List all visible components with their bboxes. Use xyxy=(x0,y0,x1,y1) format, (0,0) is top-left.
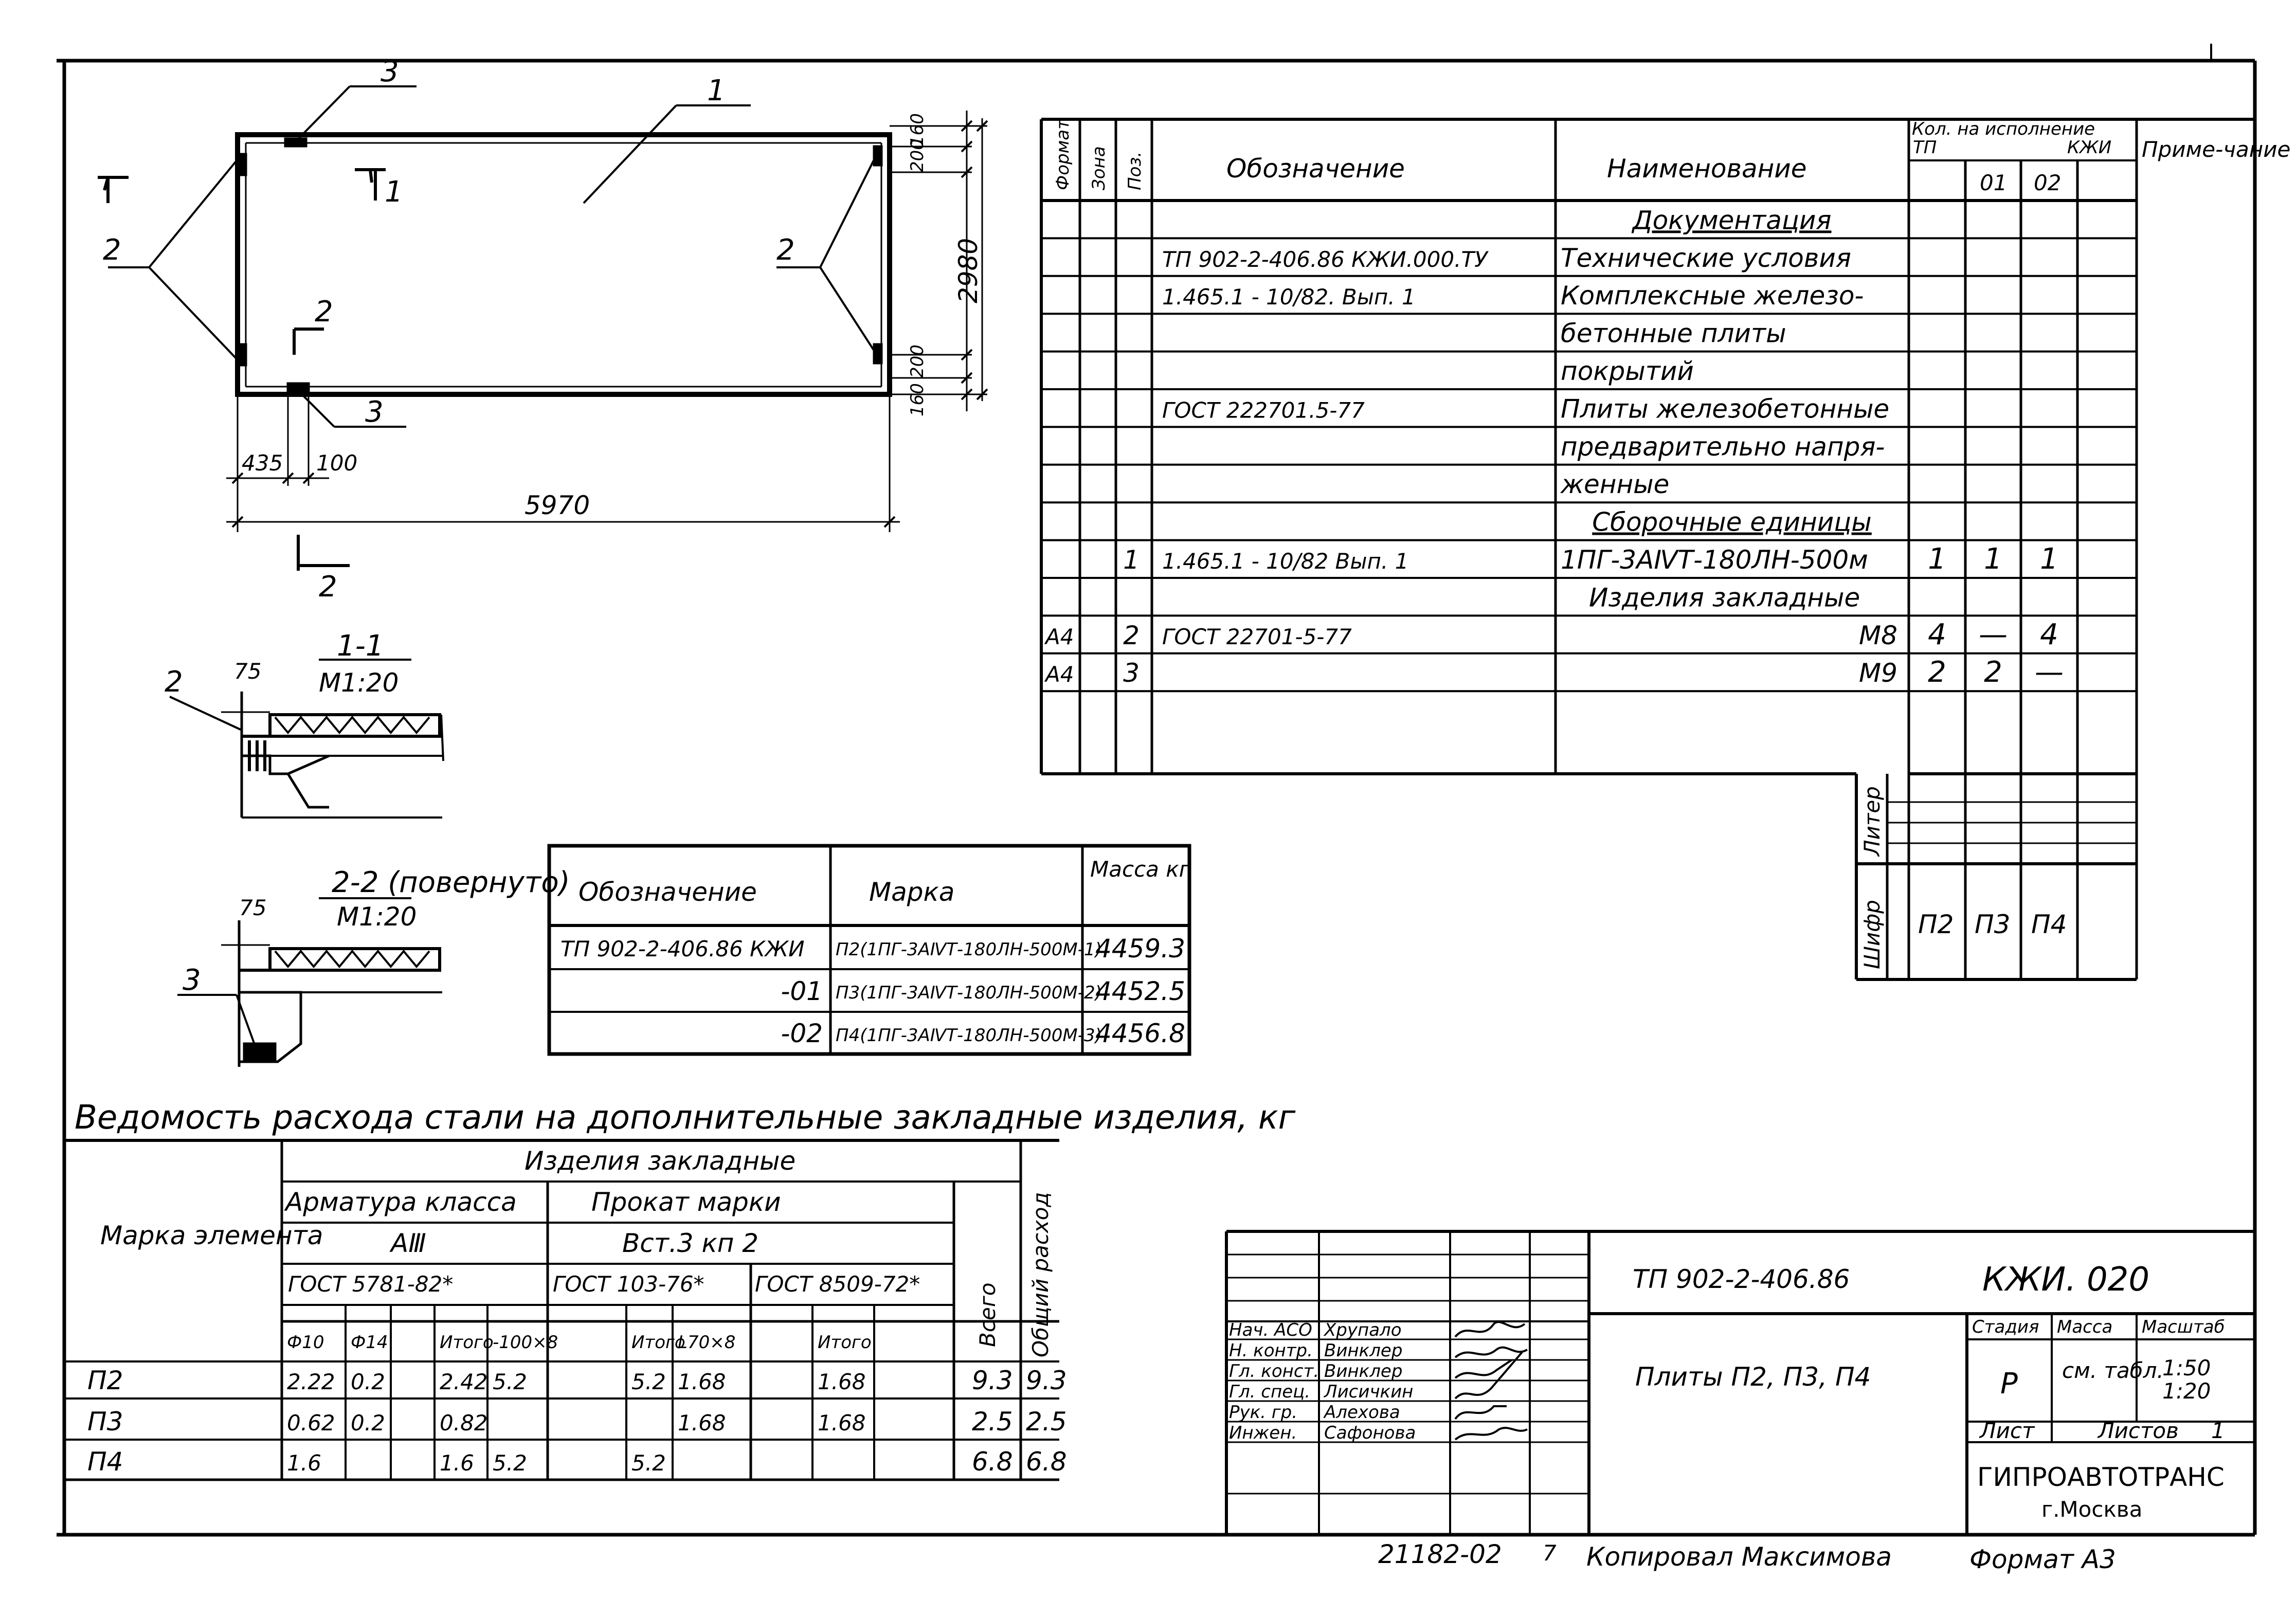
spec-header-note: Приме-чание xyxy=(2142,137,2291,162)
steel-header-mark: Марка элемента xyxy=(100,1221,323,1250)
dim-200-b: 200 xyxy=(907,344,928,378)
tb-person-4: Лисичкин xyxy=(1324,1382,1414,1402)
spec-row-name: Документация xyxy=(1632,205,1832,235)
steel-rows xyxy=(87,1332,1067,1477)
frame xyxy=(57,44,2255,1535)
mass-row-1-mass: 4459.3 xyxy=(1095,934,1185,964)
footer-copied: Копировал Максимова xyxy=(1586,1542,1892,1572)
spec-row-pos: 3 xyxy=(1123,658,1140,688)
steel-row-cell: 5.2 xyxy=(493,1369,527,1394)
dim-160: 160 xyxy=(907,113,928,147)
footer xyxy=(1378,1539,2116,1574)
dim-5970: 5970 xyxy=(525,490,590,520)
tb-org: ГИПРОАВТОТРАНС xyxy=(1977,1462,2225,1492)
footer-format: Формат А3 xyxy=(1969,1545,2116,1574)
spec-header-pos: Поз. xyxy=(1125,151,1145,190)
tb-sheet-label: Лист xyxy=(1980,1418,2035,1443)
tb-stage: Р xyxy=(2000,1367,2018,1401)
tb-person-6: Сафонова xyxy=(1324,1423,1416,1443)
section-1-1-labels xyxy=(165,629,399,699)
spec-row-name: предварительно напря- xyxy=(1561,431,1885,462)
tb-person-1: Хрупало xyxy=(1324,1320,1402,1340)
spec-row-designation: ТП 902-2-406.86 КЖИ.000.ТУ xyxy=(1162,246,1488,272)
spec-header-qty-tp: ТП xyxy=(1913,137,1937,158)
dim-160-b: 160 xyxy=(907,383,928,416)
steel-header-rebar: Арматура класса xyxy=(285,1187,517,1217)
steel-row-cell: 0.2 xyxy=(351,1369,385,1394)
tb-sheets: 1 xyxy=(2211,1418,2225,1443)
spec-shifr: Шифр xyxy=(1859,900,1885,969)
mass-row-2-mark: П3(1ПГ-3АⅣТ-180ЛН-500М-2) xyxy=(836,983,1102,1003)
callout-2-right: 2 xyxy=(776,233,795,267)
spec-row-name: бетонные плиты xyxy=(1561,318,1786,349)
steel-subheader: Итого xyxy=(631,1332,685,1353)
steel-row-overall: 9.3 xyxy=(1026,1366,1067,1395)
steel-row-mark: П4 xyxy=(87,1447,123,1477)
tb-scale-1: 1:50 xyxy=(2162,1355,2211,1380)
steel-header-text xyxy=(100,1146,1053,1357)
steel-subheader: L70×8 xyxy=(678,1332,736,1353)
steel-table-grid xyxy=(64,1140,1059,1480)
dim-200: 200 xyxy=(907,139,928,172)
spec-shifr-p3: П3 xyxy=(1975,910,2011,939)
spec-row-qty-01: 2 xyxy=(1984,656,2002,689)
steel-row-cell: 1.68 xyxy=(818,1410,866,1436)
mass-header-mass: Масса кг xyxy=(1090,857,1190,882)
mass-row-2-des: -01 xyxy=(781,976,823,1006)
mass-row-3-des: -02 xyxy=(781,1019,823,1048)
mass-row-1-mark: П2(1ПГ-3АⅣТ-180ЛН-500М-1) xyxy=(836,939,1102,960)
steel-row-cell: 5.2 xyxy=(493,1450,527,1476)
spec-row-designation: ГОСТ 222701.5-77 xyxy=(1162,397,1365,423)
spec-row-designation: 1.465.1 - 10/82 Вып. 1 xyxy=(1162,549,1409,574)
tb-role-6: Инжен. xyxy=(1229,1423,1297,1443)
steel-header-gost1: ГОСТ 103-76* xyxy=(553,1271,704,1297)
spec-header-zone: Зона xyxy=(1089,146,1109,190)
callout-3-top: 3 xyxy=(381,55,399,88)
section-2-2-callout: 3 xyxy=(183,964,201,997)
spec-shifr-p2: П2 xyxy=(1918,910,1954,939)
steel-row-mark: П3 xyxy=(87,1407,123,1437)
mass-row-3-mark: П4(1ПГ-3АⅣТ-180ЛН-500М-3) xyxy=(836,1025,1102,1046)
spec-row-qty-tp: 1 xyxy=(1928,542,1946,576)
steel-header-rebar-class: АⅢ xyxy=(391,1228,426,1258)
steel-header-items: Изделия закладные xyxy=(525,1146,796,1176)
steel-subheader: Ф10 xyxy=(287,1332,324,1353)
spec-row-name: Изделия закладные xyxy=(1589,583,1860,613)
spec-row-pos: 1 xyxy=(1123,545,1140,575)
spec-row-name: 1ПГ-3АⅣТ-180ЛН-500м xyxy=(1561,545,1868,575)
steel-row-cell: 1.6 xyxy=(287,1450,321,1476)
spec-row-designation: 1.465.1 - 10/82. Вып. 1 xyxy=(1162,284,1416,310)
section-2-2-labels xyxy=(183,866,570,997)
mass-table-text xyxy=(561,857,1191,1048)
tb-person-2: Винклер xyxy=(1324,1340,1403,1361)
section-1-1-scale: М1:20 xyxy=(319,668,399,698)
tb-role-1: Нач. АСО xyxy=(1229,1320,1312,1340)
spec-row-name: Комплексные железо- xyxy=(1561,281,1864,311)
steel-row-cell: 5.2 xyxy=(631,1369,666,1394)
spec-row-name: покрытий xyxy=(1561,356,1694,386)
steel-header-rolled: Прокат марки xyxy=(591,1187,781,1217)
steel-subheader: Итого xyxy=(818,1332,872,1353)
steel-subheader: Итого xyxy=(440,1332,494,1353)
section-mark-2-top: 2 xyxy=(315,295,333,329)
steel-row-total: 9.3 xyxy=(972,1366,1013,1395)
spec-header-qty: Кол. на исполнение xyxy=(1912,119,2095,139)
spec-row-qty-02: — xyxy=(2035,656,2064,689)
callout-2-left: 2 xyxy=(103,233,121,267)
section-mark-2-bottom: 2 xyxy=(319,570,337,604)
steel-table-title: Ведомость расхода стали на дополнительные закладные изделия, кг xyxy=(75,1099,1296,1137)
tb-doc: КЖИ. 020 xyxy=(1982,1261,2150,1299)
spec-row-name: М8 xyxy=(1859,620,1897,650)
tb-stage-label: Стадия xyxy=(1972,1317,2039,1337)
spec-header-name: Наименование xyxy=(1607,154,1807,184)
spec-row-pos: 2 xyxy=(1123,620,1140,650)
section-1-1-title: 1-1 xyxy=(337,629,384,663)
spec-header-format: Формат xyxy=(1053,119,1073,190)
mass-header-mark: Марка xyxy=(869,877,955,907)
steel-row-cell: 0.62 xyxy=(287,1410,335,1436)
steel-row-total: 2.5 xyxy=(972,1407,1013,1437)
mass-header-des: Обозначение xyxy=(578,877,757,907)
tb-city: г.Москва xyxy=(2041,1497,2143,1522)
section-2-2-title: 2-2 (повернуто) xyxy=(332,866,570,899)
dim-2980: 2980 xyxy=(953,238,983,303)
steel-subheader: -100×8 xyxy=(493,1332,558,1353)
spec-header-designation: Обозначение xyxy=(1226,154,1405,184)
spec-liter: Литер xyxy=(1859,786,1885,856)
spec-row-name: Плиты железобетонные xyxy=(1561,394,1890,424)
tb-role-5: Рук. гр. xyxy=(1229,1402,1298,1423)
spec-shifr-p4: П4 xyxy=(2031,910,2067,939)
tb-name: Плиты П2, П3, П4 xyxy=(1635,1362,1871,1392)
section-2-2-scale: М1:20 xyxy=(337,902,417,932)
spec-row-qty-02: 1 xyxy=(2040,542,2058,576)
steel-row-cell: 0.2 xyxy=(351,1410,385,1436)
spec-header-qty-kzhi: КЖИ xyxy=(2067,137,2112,158)
section-1-1 xyxy=(170,660,443,817)
footer-number: 21182-02 xyxy=(1378,1539,1502,1569)
spec-row-name: женные xyxy=(1561,469,1670,500)
tb-mass-label: Масса xyxy=(2057,1317,2113,1337)
steel-row-cell: 1.68 xyxy=(678,1410,726,1436)
steel-row-overall: 6.8 xyxy=(1026,1447,1067,1477)
steel-header-gost2: ГОСТ 8509-72* xyxy=(755,1271,920,1297)
steel-header-total: Всего xyxy=(975,1282,1000,1347)
tb-person-5: Алехова xyxy=(1324,1402,1400,1423)
section-mark-1: 1 xyxy=(385,175,403,209)
callout-3-bottom: 3 xyxy=(365,395,384,429)
spec-row-qty-01: 1 xyxy=(1984,542,2002,576)
tb-role-4: Гл. спец. xyxy=(1229,1382,1311,1402)
spec-row-name: Технические условия xyxy=(1561,243,1851,273)
title-block-text xyxy=(1229,1261,2225,1522)
spec-header-02: 02 xyxy=(2034,170,2062,195)
dim-435: 435 xyxy=(242,450,283,476)
tb-code: ТП 902-2-406.86 xyxy=(1633,1264,1850,1294)
steel-header-rolled-grade: Вст.3 кп 2 xyxy=(622,1228,759,1258)
footer-page: 7 xyxy=(1543,1540,1557,1566)
steel-row-cell: 5.2 xyxy=(631,1450,666,1476)
tb-person-3: Винклер xyxy=(1324,1361,1403,1382)
steel-row-cell: 2.22 xyxy=(287,1369,335,1394)
steel-row-cell: 1.6 xyxy=(440,1450,474,1476)
spec-row-format: А4 xyxy=(1045,662,1074,687)
dim-100: 100 xyxy=(316,450,358,476)
section-1-1-dim-75: 75 xyxy=(234,659,262,684)
steel-header-rebar-gost: ГОСТ 5781-82* xyxy=(288,1271,454,1297)
tb-role-3: Гл. конст. xyxy=(1229,1361,1319,1382)
spec-rows xyxy=(1041,205,2137,691)
spec-row-qty-tp: 4 xyxy=(1928,617,1946,651)
tb-sheets-label: Листов xyxy=(2098,1418,2179,1443)
spec-row-name: М9 xyxy=(1859,658,1897,688)
callout-1: 1 xyxy=(707,74,726,107)
steel-subheader: Ф14 xyxy=(351,1332,388,1353)
spec-row-qty-02: 4 xyxy=(2040,617,2058,651)
steel-row-total: 6.8 xyxy=(972,1447,1013,1477)
mass-row-3-mass: 4456.8 xyxy=(1095,1019,1185,1048)
spec-row-format: А4 xyxy=(1045,624,1074,649)
steel-row-cell: 2.42 xyxy=(440,1369,488,1394)
spec-row-designation: ГОСТ 22701-5-77 xyxy=(1162,624,1352,649)
spec-row-qty-tp: 2 xyxy=(1928,656,1946,689)
section-2-2-dim-75: 75 xyxy=(239,895,267,920)
steel-row-cell: 0.82 xyxy=(440,1410,488,1436)
tb-scale-label: Масштаб xyxy=(2142,1317,2225,1337)
spec-row-qty-01: — xyxy=(1979,617,2008,651)
section-1-1-callout: 2 xyxy=(165,665,183,699)
tb-role-2: Н. контр. xyxy=(1229,1340,1313,1361)
spec-header-01: 01 xyxy=(1980,170,2008,195)
tb-mass: см. табл. xyxy=(2062,1358,2164,1383)
steel-header-overall: Общий расход xyxy=(1028,1192,1053,1357)
tb-scale-2: 1:20 xyxy=(2162,1378,2211,1404)
steel-row-overall: 2.5 xyxy=(1026,1407,1067,1437)
mass-row-1-des: ТП 902-2-406.86 КЖИ xyxy=(561,936,805,961)
mass-row-2-mass: 4452.5 xyxy=(1095,976,1185,1006)
steel-row-mark: П2 xyxy=(87,1366,123,1395)
steel-row-cell: 1.68 xyxy=(678,1369,726,1394)
spec-row-name: Сборочные единицы xyxy=(1592,507,1872,537)
steel-row-cell: 1.68 xyxy=(818,1369,866,1394)
